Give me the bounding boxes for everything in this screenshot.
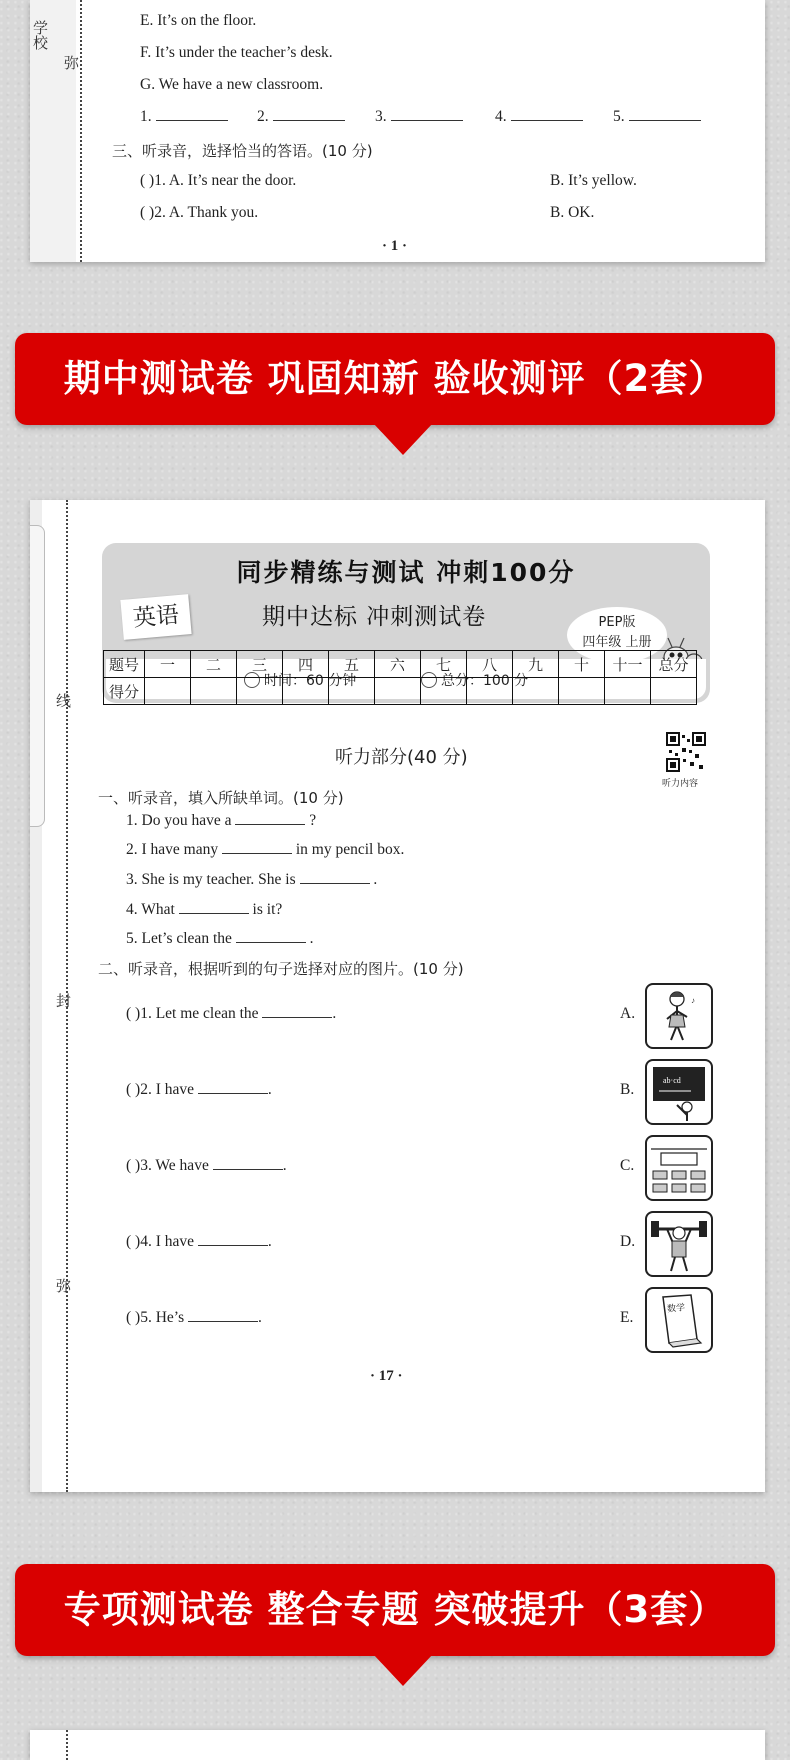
option-letter-d: D. — [620, 1233, 636, 1250]
binding-dotted-line — [80, 0, 82, 262]
score-cell: 五 — [329, 651, 375, 678]
answer-slot-4[interactable]: 4. — [495, 108, 583, 126]
fill-item-2[interactable]: 2. I have many in my pencil box. — [126, 841, 405, 858]
option-letter-e: E. — [620, 1309, 634, 1326]
strongman-icon — [647, 1213, 711, 1275]
score-input-cell[interactable] — [467, 678, 513, 705]
score-input-cell[interactable] — [145, 678, 191, 705]
option-f: F. It’s under the teacher’s desk. — [140, 44, 333, 61]
binding-tab — [30, 525, 45, 827]
score-input-cell[interactable] — [605, 678, 651, 705]
section2-title: 二、听录音，根据听到的句子选择对应的图片。(10 分) — [98, 960, 464, 978]
score-input-cell[interactable] — [651, 678, 697, 705]
fill-item-3[interactable]: 3. She is my teacher. She is . — [126, 871, 378, 888]
picture-blackboard[interactable] — [645, 1059, 713, 1125]
score-input-cell[interactable] — [283, 678, 329, 705]
score-cell: 九 — [513, 651, 559, 678]
time-info: 时间：60 分钟 — [244, 670, 356, 690]
qr-caption: 听力内容 — [662, 779, 699, 789]
exam-page-17 — [30, 500, 765, 1492]
match-item-2[interactable]: ( )2. I have . — [126, 1081, 272, 1098]
match-item-3[interactable]: ( )3. We have . — [126, 1157, 287, 1174]
match-item-4[interactable]: ( )4. I have . — [126, 1233, 272, 1250]
question-1-option-b[interactable]: B. It’s yellow. — [550, 172, 637, 189]
score-input-cell[interactable] — [513, 678, 559, 705]
score-table-score-row — [104, 678, 697, 705]
exam-page-next — [30, 1730, 765, 1760]
score-cell: 一 — [145, 651, 191, 678]
score-table-header-row — [104, 651, 697, 678]
score-cell: 二 — [191, 651, 237, 678]
blackboard-icon — [647, 1061, 711, 1123]
answer-slot-2[interactable]: 2. — [257, 108, 345, 126]
score-cell: 总分 — [651, 651, 697, 678]
edition-label: PEP版 — [598, 615, 636, 630]
banner-text: 期中测试卷 巩固知新 验收测评（2套） — [63, 357, 727, 400]
score-cell: 题号 — [104, 651, 145, 678]
banner-arrow — [373, 423, 433, 455]
picture-math-book[interactable] — [645, 1287, 713, 1353]
grade-label: 四年级 上册 — [582, 635, 652, 650]
banner-arrow — [373, 1654, 433, 1686]
match-item-5[interactable]: ( )5. He’s . — [126, 1309, 262, 1326]
score-cell: 十 — [559, 651, 605, 678]
score-input-cell[interactable] — [191, 678, 237, 705]
svg-text:♪: ♪ — [691, 996, 695, 1005]
total-info: 总分：100 分 — [421, 670, 528, 690]
fill-item-5[interactable]: 5. Let’s clean the . — [126, 930, 314, 947]
score-cell: 七 — [421, 651, 467, 678]
question-2-option-b[interactable]: B. OK. — [550, 204, 595, 221]
binding-char-line: 线 — [56, 692, 72, 710]
binding-char-close: 弥 — [56, 1277, 72, 1295]
score-row-label: 得分 — [104, 678, 145, 705]
answer-slot-1[interactable]: 1. — [140, 108, 228, 126]
score-cell: 四 — [283, 651, 329, 678]
score-cell: 三 — [237, 651, 283, 678]
promo-banner-midterm — [15, 333, 775, 425]
book-icon — [647, 1289, 711, 1351]
score-cell: 八 — [467, 651, 513, 678]
book-label: 数学 — [666, 1303, 686, 1315]
answer-slot-3[interactable]: 3. — [375, 108, 463, 126]
page-number: · 1 · — [382, 238, 408, 254]
qr-code-icon[interactable] — [666, 732, 706, 772]
page-number: · 17 · — [370, 1368, 403, 1384]
binding-dotted-line — [66, 1730, 68, 1760]
match-item-1[interactable]: ( )1. Let me clean the . — [126, 1005, 337, 1022]
score-input-cell[interactable] — [375, 678, 421, 705]
picture-classroom[interactable] — [645, 1135, 713, 1201]
score-input-cell[interactable] — [421, 678, 467, 705]
option-e: E. It’s on the floor. — [140, 12, 257, 29]
option-g: G. We have a new classroom. — [140, 76, 324, 93]
banner-text: 专项测试卷 整合专题 突破提升（3套） — [63, 1588, 727, 1631]
binding-char-seal: 封 — [56, 992, 72, 1010]
picture-girl[interactable] — [645, 983, 713, 1049]
score-input-cell[interactable] — [329, 678, 375, 705]
binding-seal-char: 弥 — [64, 54, 80, 72]
section1-title: 一、听录音，填入所缺单词。(10 分) — [98, 789, 344, 807]
picture-strongman[interactable] — [645, 1211, 713, 1277]
fill-item-4[interactable]: 4. What is it? — [126, 901, 283, 918]
question-1[interactable]: ( )1. A. It’s near the door. — [140, 172, 297, 189]
exam-title: 期中达标 冲刺测试卷 — [262, 604, 487, 630]
svg-text:ab·cd: ab·cd — [663, 1076, 681, 1085]
question-2[interactable]: ( )2. A. Thank you. — [140, 204, 259, 221]
answer-slot-5[interactable]: 5. — [613, 108, 701, 126]
classroom-icon — [647, 1137, 711, 1199]
option-letter-a: A. — [620, 1005, 636, 1022]
binding-label-school: 学校 — [31, 20, 49, 50]
score-input-cell[interactable] — [237, 678, 283, 705]
score-input-cell[interactable] — [559, 678, 605, 705]
girl-icon — [647, 985, 711, 1047]
subject-tag: 英语 — [120, 594, 191, 640]
fill-item-1[interactable]: 1. Do you have a ? — [126, 812, 317, 829]
exam-page-1 — [30, 0, 765, 262]
option-letter-c: C. — [620, 1157, 635, 1174]
option-letter-b: B. — [620, 1081, 635, 1098]
score-table — [103, 650, 697, 705]
section3-title: 三、听录音，选择恰当的答语。(10 分) — [112, 142, 373, 160]
score-cell: 六 — [375, 651, 421, 678]
series-title: 同步精练与测试 冲刺100分 — [236, 558, 576, 587]
listening-title: 听力部分(40 分) — [335, 747, 468, 768]
promo-banner-special — [15, 1564, 775, 1656]
score-cell: 十一 — [605, 651, 651, 678]
